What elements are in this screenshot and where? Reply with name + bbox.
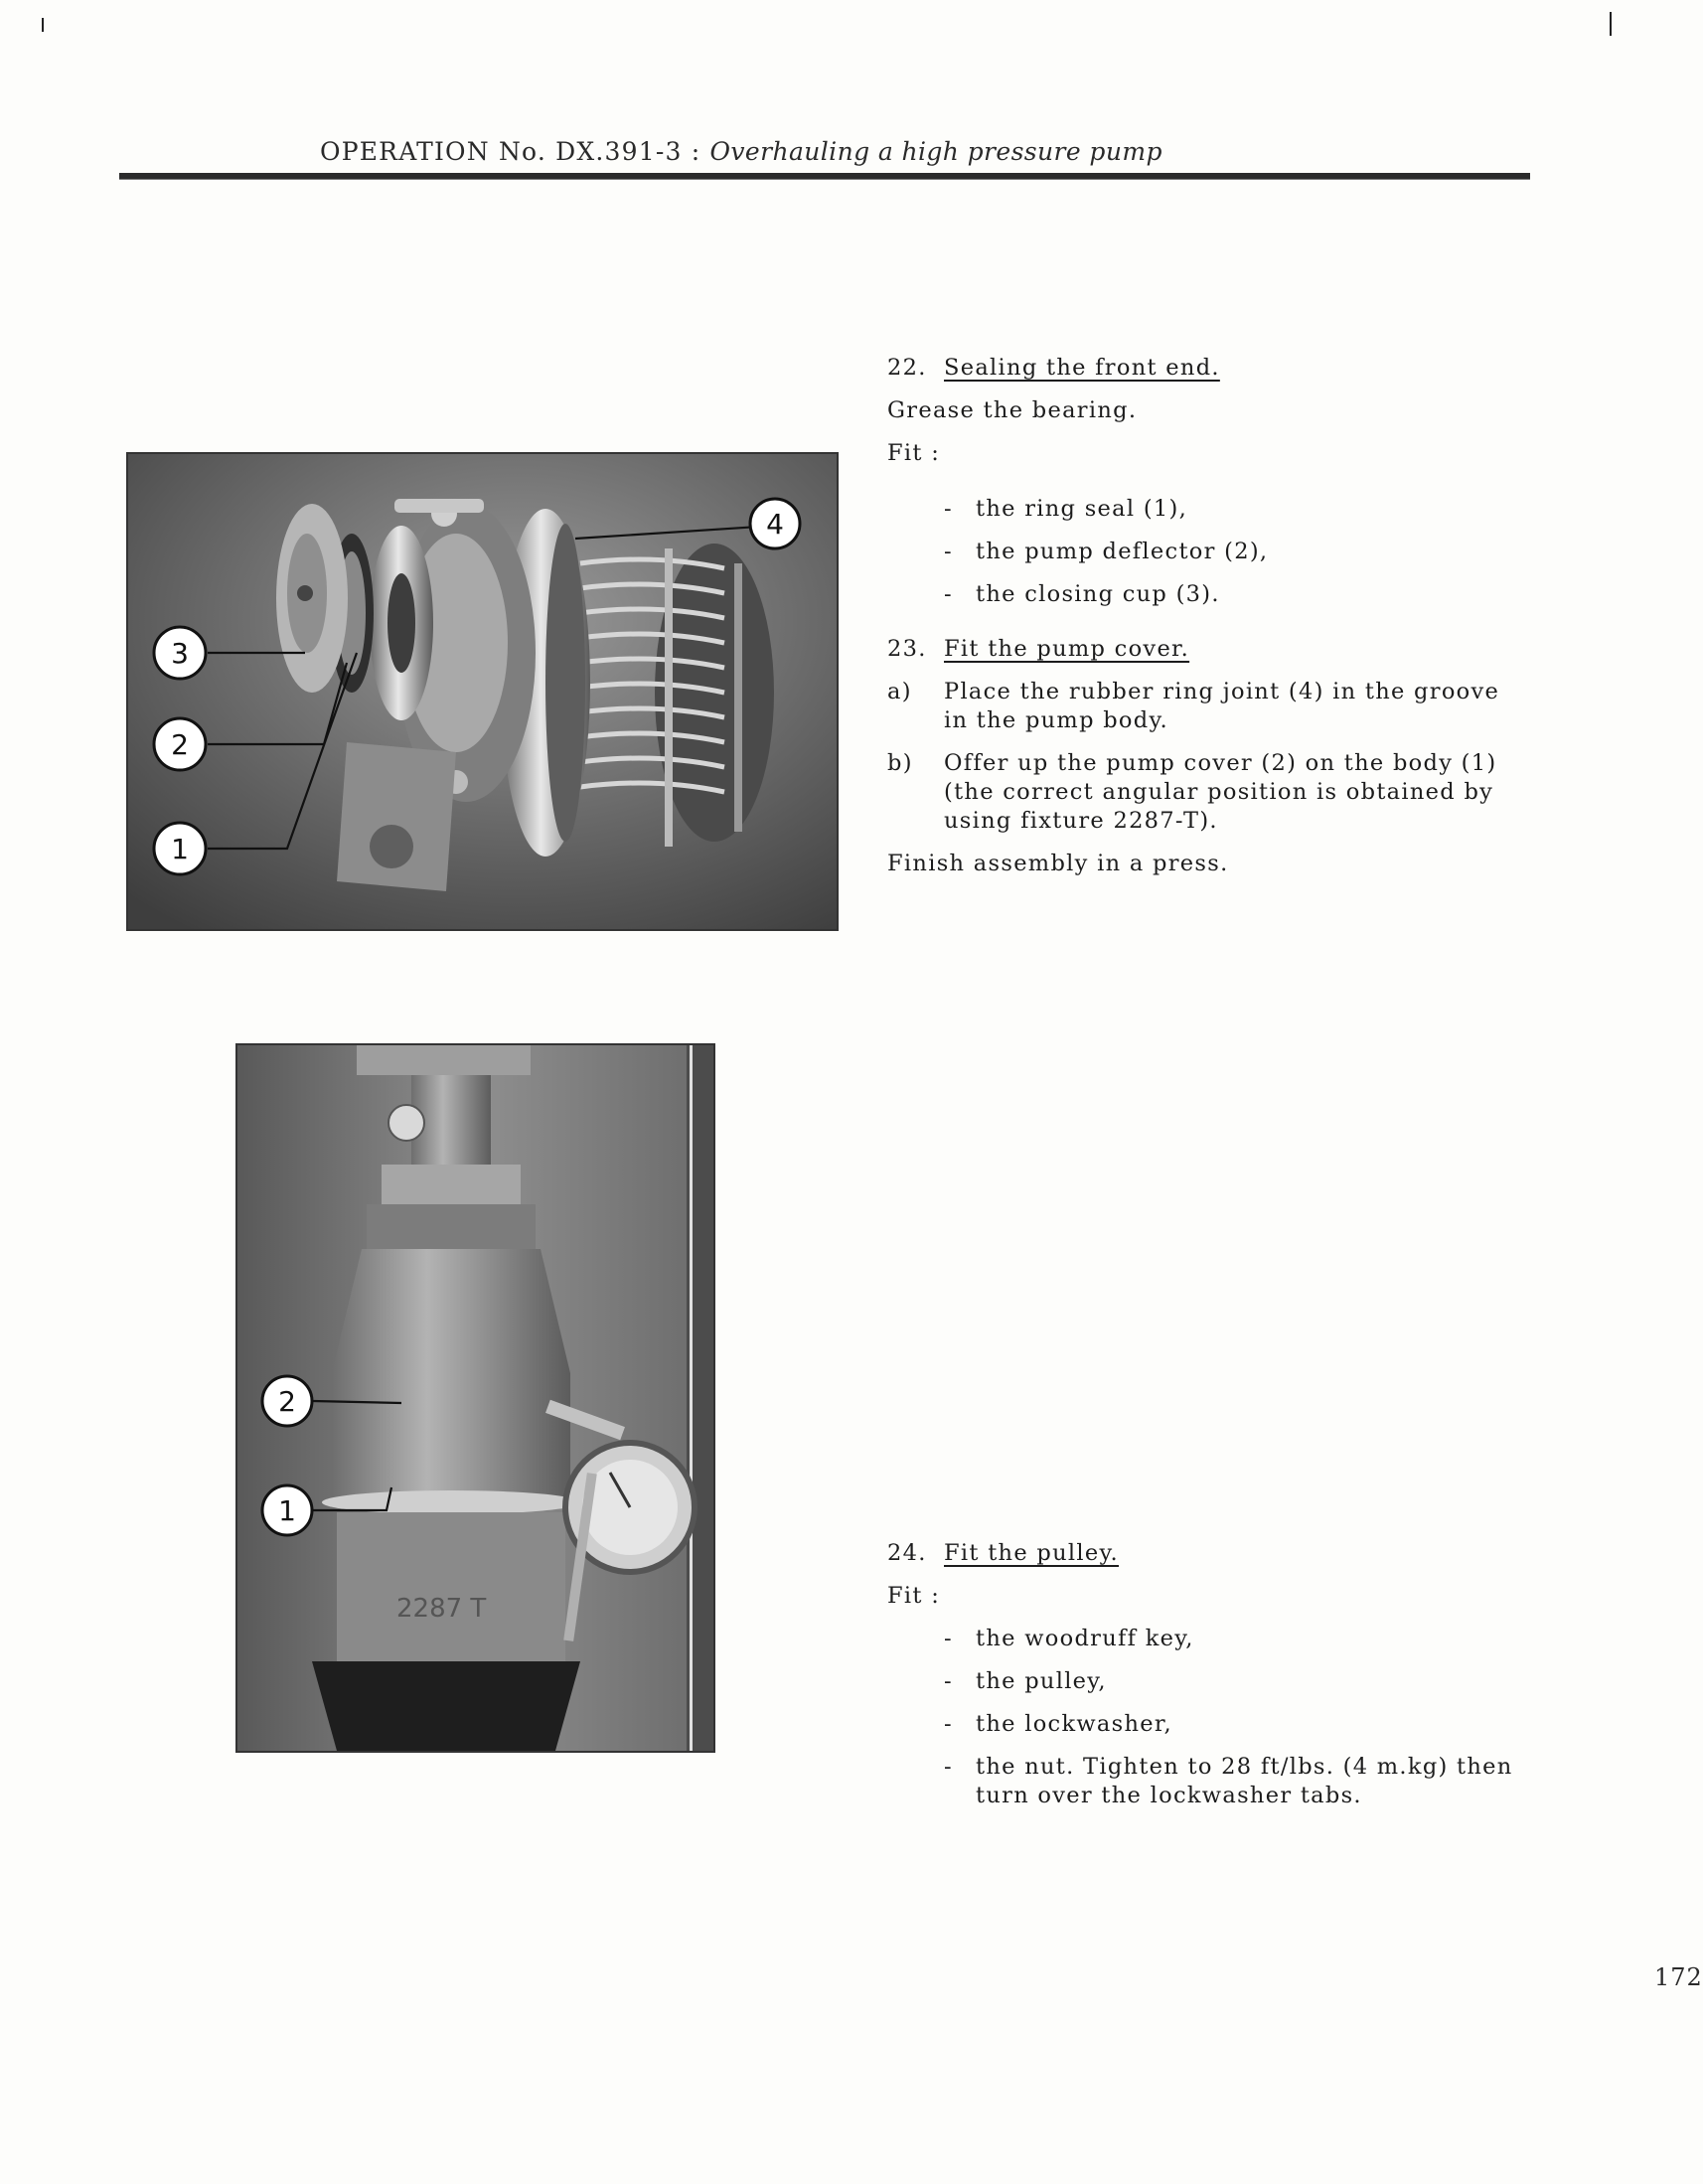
header-rule [119,173,1530,180]
svg-text:2: 2 [171,728,189,761]
figure-1-callout-2 [154,718,206,770]
step-23-number: 23. [887,636,927,662]
step-24-item-lockwasher: - the lockwasher, [944,1711,1172,1737]
scan-edge-mark-right [1610,12,1612,36]
step-23-a: a) Place the rubber ring joint (4) in the groove in the pump body. [887,679,1500,733]
step-24-heading [887,1539,1513,1568]
svg-text:2287 T: 2287 T [396,1594,487,1624]
svg-text:2: 2 [278,1385,296,1418]
figure-1-callout-3 [154,627,206,679]
svg-text:3: 3 [171,637,189,670]
step-22-grease: Grease the bearing. [887,397,1138,423]
figure-2-callout-1 [262,1485,312,1535]
figure-1-callout-4 [750,499,800,548]
step-24-number: 24. [887,1540,927,1566]
step-22-heading [887,354,1513,383]
figure-2-illustration [237,1045,713,1751]
step-22-item-ring-seal: - the ring seal (1), [944,496,1188,522]
step-22-item-closing-cup: - the closing cup (3). [944,581,1220,607]
figure-1-illustration [128,454,837,929]
step-24-fit-label: Fit : [887,1583,941,1609]
step-23-heading [887,635,1513,664]
step-22-number: 22. [887,355,927,381]
step-24-item-woodruff-key: - the woodruff key, [944,1626,1194,1651]
operation-number: OPERATION No. DX.391-3 : [320,137,701,166]
scan-edge-mark-left [42,18,44,32]
step-23-b: b) Offer up the pump cover (2) on the body (1) (the correct angular position is obtained by using fixture 2287-T). [887,750,1497,834]
figure-2-callout-2 [262,1376,312,1426]
page-header [320,137,1162,166]
step-24-item-nut: - the nut. Tighten to 28 ft/lbs. (4 m.kg) then turn over the lockwasher tabs. [944,1754,1513,1808]
svg-text:1: 1 [278,1494,296,1527]
step-22-fit-label: Fit : [887,440,941,466]
svg-text:1: 1 [171,833,189,865]
step-23-title: Fit the pump cover. [944,636,1190,662]
figure-1-pump-photo [126,452,839,931]
step-23-finish: Finish assembly in a press. [887,851,1229,876]
steps-22-23 [887,354,1513,878]
page-number: 172 [1654,1963,1703,1991]
step-24 [887,1539,1513,1810]
figure-2-press-photo [235,1043,715,1753]
svg-text:4: 4 [766,508,784,541]
figure-1-callout-1 [154,823,206,874]
step-22-title: Sealing the front end. [944,355,1220,381]
step-24-item-pulley: - the pulley, [944,1668,1107,1694]
step-24-title: Fit the pulley. [944,1540,1119,1566]
operation-title: Overhauling a high pressure pump [709,137,1162,166]
step-22-item-deflector: - the pump deflector (2), [944,539,1269,564]
